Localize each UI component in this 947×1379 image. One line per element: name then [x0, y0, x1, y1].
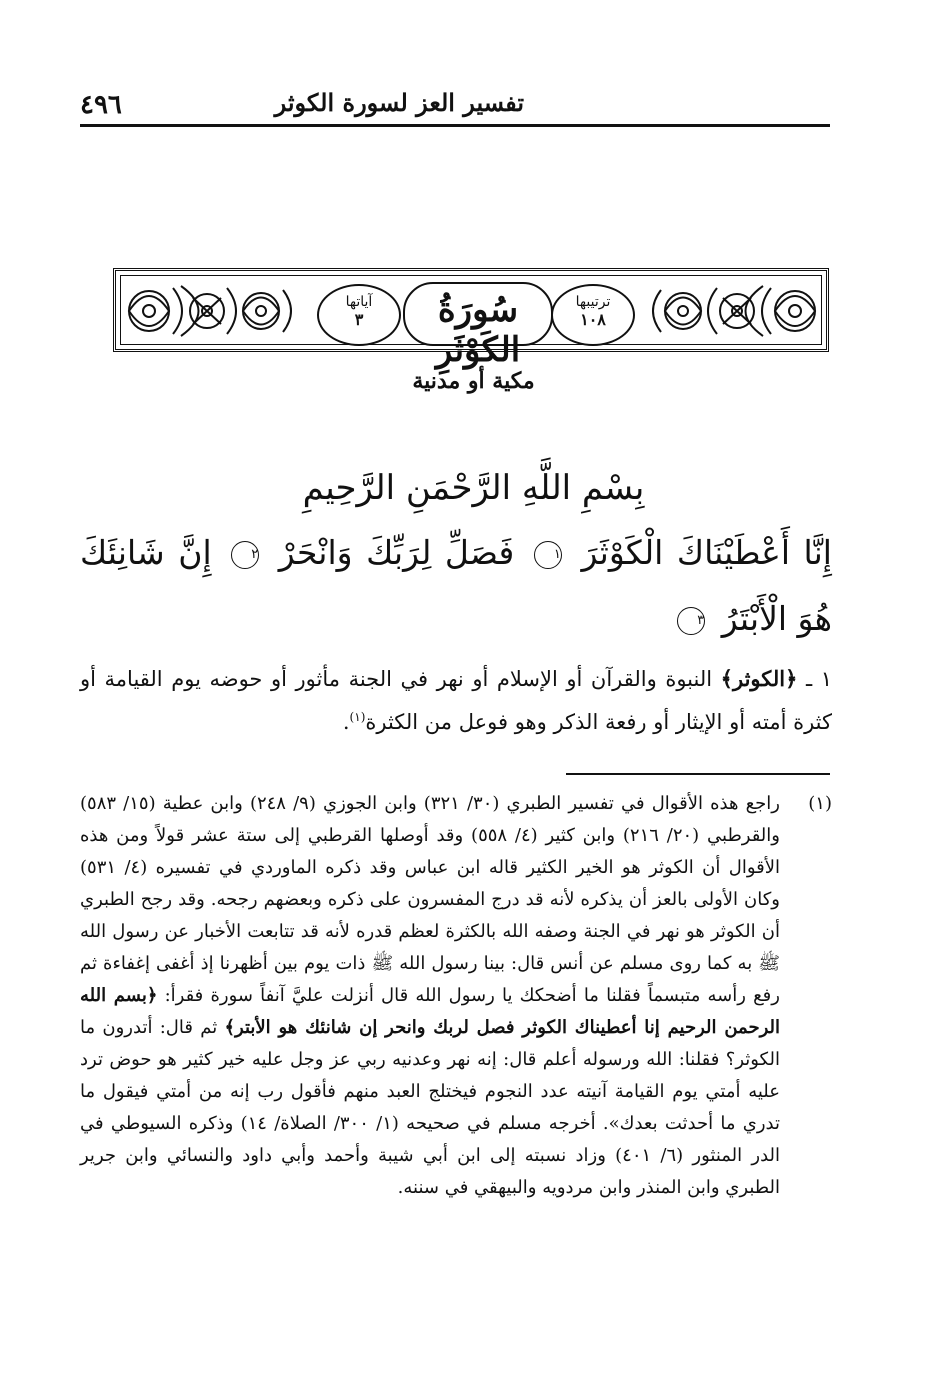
ayah-1: إِنَّا أَعْطَيْنَاكَ الْكَوْثَرَ [581, 533, 832, 572]
commentary-text: النبوة والقرآن أو الإسلام أو نهر في الجنة مأثور أو حوضه يوم القيامة أو كثرة أمته أو الإيثار أو رفعة الذكر وهو فوعل من الكثرة [80, 667, 832, 734]
commentary-end: . [342, 710, 350, 734]
order-value: ١٠٨ [580, 310, 606, 329]
surah-name-cartouche [403, 282, 553, 370]
order-medallion [551, 284, 635, 346]
footnote-text-1: راجع هذه الأقوال في تفسير الطبري (٣٠/ ٣٢١) وابن الجوزي (٩/ ٢٤٨) وابن عطية (١٥/ ٥٨٣) والقرطبي (٢٠/ ٢١٦) وابن كثير (٤/ ٥٥٨) وقد أوصلها القرطبي إلى ستة عشر قولاً ومن هذه الأقوال أن الكوثر هو الخير الكثير قاله ابن عباس وقد ذكره الماوردي في تفسيره (٤/ ٥٣١) وكان الأولى بالعز أن يذكره لأنه قد درج المفسرون على ذكره وبعضهم رجحه. وقد رجح الطبري أن الكوثر هو نهر في الجنة وصفه الله بالكثرة لعظم قدره لأنه قد تتابعت الأخبار عن رسول الله ﷺ به كما روى مسلم عن أنس قال: بينا رسول الله ﷺ ذات يوم بين أظهرنا إذ أغفى إغفاءة ثم رفع رأسه متبسماً فقلنا ما أضحكك يا رسول الله قال أنزلت عليَّ آنفاً سورة فقرأ: [80, 793, 781, 1006]
basmala: بِسْمِ اللَّهِ الرَّحْمَنِ الرَّحِيمِ [302, 468, 645, 508]
commentary-number: ١ ـ [805, 667, 832, 691]
footnote [80, 788, 832, 1204]
footnote-body [80, 788, 780, 1204]
ayah-3: إِنَّ شَانِئَكَ هُوَ الْأَبْتَرُ [80, 533, 832, 638]
quran-text [80, 520, 832, 652]
ayat-count-medallion [317, 284, 401, 346]
banner-frame [120, 275, 822, 370]
header-rule [80, 124, 830, 127]
ayat-label: آياتها [345, 294, 373, 310]
ayah-number-2: ٢ [231, 541, 259, 569]
commentary-term: ﴿الكوثر﴾ [720, 666, 798, 691]
surah-banner [113, 268, 829, 370]
page-header [80, 82, 830, 122]
footnote-marker: (١) [808, 793, 832, 814]
ayah-number-3: ٣ [677, 607, 705, 635]
footnote-ref: (١) [349, 710, 366, 724]
commentary-paragraph [80, 660, 832, 741]
surah-name: سُورَةُ الكَوْثَرِ [435, 290, 521, 370]
order-label: ترتيبها [575, 294, 611, 310]
running-title: تفسير العز لسورة الكوثر [274, 88, 524, 117]
ayat-value: ٣ [354, 310, 364, 329]
footnote-quote: ﴿بسم الله الرحمن الرحيم إنا أعطيناك الكوثر فصل لربك وانحر إن شانئك هو الأبتر﴾ [80, 985, 781, 1038]
footnote-separator [566, 773, 830, 775]
ayah-number-1: ١ [534, 541, 562, 569]
footnote-text-2: ثم قال: أتدرون ما الكوثر؟ فقلنا: الله ورسوله أعلم قال: إنه نهر وعدنيه ربي عز وجل عليه خير كثير هو حوض ترد عليه أمتي يوم القيامة آنيته عدد النجوم فيختلج العبد منهم فأقول رب إنه من أمتي فيقول ما تدري ما أحدثت بعدك». أخرجه مسلم في صحيحه (١/ ٣٠٠/ الصلاة/ ١٤) وذكره السيوطي في الدر المنثور (٦/ ٤٠١) وزاد نسبته إلى ابن أبي شيبة وأحمد وأبي داود والنسائي وابن جرير الطبري وابن المنذر وابن مردويه والبيهقي في سننه. [80, 1017, 780, 1198]
revelation-type: مكية أو مدنية [412, 368, 535, 394]
ayah-2: فَصَلِّ لِرَبِّكَ وَانْحَرْ [278, 533, 515, 572]
page-number: ٤٩٦ [80, 90, 122, 120]
